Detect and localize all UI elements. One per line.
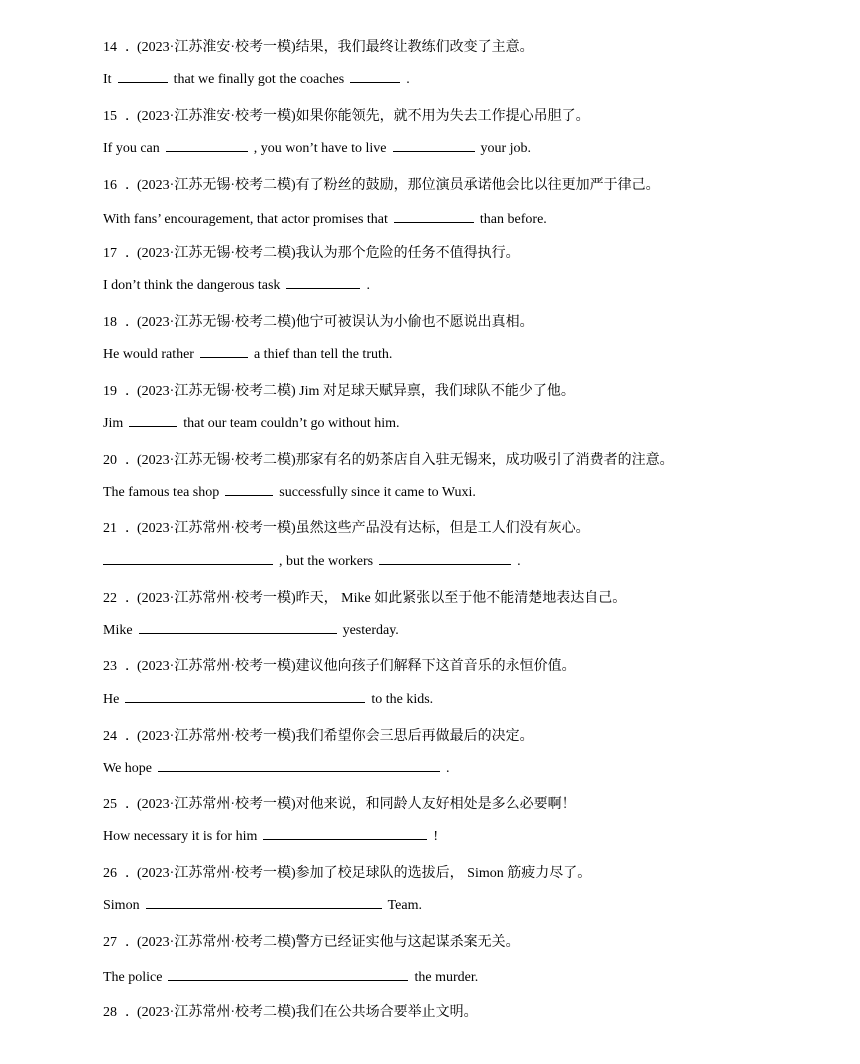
- question-number: 14: [103, 40, 117, 55]
- answer-text: to the kids.: [371, 692, 434, 707]
- question-source: (2023·江苏淮安·校考一模): [137, 109, 296, 124]
- answer-blank[interactable]: [139, 621, 337, 634]
- answer-blank[interactable]: [350, 70, 400, 83]
- question-source: (2023·江苏常州·校考一模): [137, 866, 296, 881]
- question-number: 17: [103, 246, 117, 261]
- answer-text: successfully since it came to Wuxi.: [279, 485, 476, 500]
- question-number: 24: [103, 729, 117, 744]
- answer-blank[interactable]: [168, 968, 408, 981]
- question-number: 20: [103, 453, 117, 468]
- answer-text: Jim: [103, 416, 124, 431]
- answer-text: than before.: [479, 212, 547, 227]
- question-source: (2023·江苏常州·校考二模): [137, 1005, 296, 1020]
- answer-blank[interactable]: [146, 896, 382, 909]
- answer-blank[interactable]: [393, 139, 475, 152]
- question-number: 22: [103, 591, 117, 606]
- answer-text: the murder.: [414, 970, 479, 985]
- answer-line-21: [103, 552, 521, 571]
- question-number: 28: [103, 1005, 117, 1020]
- question-14: [103, 36, 534, 56]
- question-dot: ．: [125, 1005, 139, 1020]
- question-15: [103, 105, 590, 125]
- answer-text: We hope: [103, 761, 153, 776]
- answer-blank[interactable]: [263, 827, 427, 840]
- answer-line-20: [103, 483, 476, 502]
- question-dot: ．: [125, 935, 139, 950]
- answer-text: , you won’t have to live: [253, 141, 387, 156]
- question-dot: ．: [125, 453, 139, 468]
- question-27: [103, 931, 520, 951]
- answer-blank[interactable]: [118, 70, 168, 83]
- answer-line-19: [103, 414, 400, 433]
- question-dot: ．: [125, 521, 139, 536]
- answer-blank[interactable]: [286, 276, 360, 289]
- question-number: 23: [103, 659, 117, 674]
- question-chinese-text: 建议他向孩子们解释下这首音乐的永恒价值。: [295, 659, 576, 674]
- answer-blank[interactable]: [158, 759, 440, 772]
- answer-line-23: [103, 690, 433, 709]
- answer-text: .: [517, 554, 521, 569]
- question-number: 25: [103, 797, 117, 812]
- answer-text: The police: [103, 970, 163, 985]
- question-source: (2023·江苏常州·校考一模): [137, 591, 296, 606]
- answer-blank[interactable]: [125, 690, 365, 703]
- question-dot: ．: [125, 659, 139, 674]
- answer-blank[interactable]: [129, 414, 177, 427]
- question-chinese-text: 有了粉丝的鼓励，那位演员承诺他会比以往更加严于律己。: [295, 178, 660, 193]
- answer-text: !: [433, 829, 439, 844]
- answer-text: , but the workers: [279, 554, 374, 569]
- question-17: [103, 242, 520, 262]
- question-source: (2023·江苏常州·校考一模): [137, 797, 296, 812]
- question-chinese-text: 如果你能领先，就不用为失去工作提心吊胆了。: [295, 109, 590, 124]
- answer-line-27: [103, 968, 478, 987]
- answer-line-24: [103, 759, 450, 778]
- question-source: (2023·江苏无锡·校考二模): [137, 178, 296, 193]
- answer-line-14: [103, 70, 410, 89]
- answer-text: He: [103, 692, 120, 707]
- answer-blank[interactable]: [225, 483, 273, 496]
- question-chinese-text: 他宁可被误认为小偷也不愿说出真相。: [295, 315, 534, 330]
- question-dot: ．: [125, 315, 139, 330]
- question-chinese-text: 我们在公共场合要举止文明。: [295, 1005, 478, 1020]
- question-chinese-text: 对他来说，和同龄人友好相处是多么必要啊！: [295, 797, 576, 812]
- answer-blank[interactable]: [379, 552, 511, 565]
- answer-line-16: [103, 210, 547, 229]
- question-16: [103, 174, 660, 194]
- question-24: [103, 725, 534, 745]
- answer-text: .: [366, 278, 370, 293]
- question-number: 19: [103, 384, 117, 399]
- question-chinese-text: 结果，我们最终让教练们改变了主意。: [295, 40, 534, 55]
- question-source: (2023·江苏常州·校考一模): [137, 659, 296, 674]
- question-20: [103, 449, 674, 469]
- question-source: (2023·江苏常州·校考二模): [137, 935, 296, 950]
- answer-text: Team.: [387, 898, 422, 913]
- answer-text: I don’t think the dangerous task: [103, 278, 281, 293]
- question-chinese-text: 昨天， Mike 如此紧张以至于他不能清楚地表达自己。: [295, 591, 627, 606]
- question-22: [103, 587, 626, 607]
- question-19: [103, 380, 575, 400]
- answer-line-25: [103, 827, 438, 846]
- question-dot: ．: [125, 109, 139, 124]
- question-source: (2023·江苏淮安·校考一模): [137, 40, 296, 55]
- answer-line-18: [103, 345, 392, 364]
- answer-blank[interactable]: [166, 139, 248, 152]
- answer-text: Mike: [103, 623, 133, 638]
- answer-blank[interactable]: [394, 210, 474, 223]
- answer-line-22: [103, 621, 399, 640]
- question-number: 21: [103, 521, 117, 536]
- question-28: [103, 1001, 478, 1021]
- question-chinese-text: Jim 对足球天赋异禀，我们球队不能少了他。: [295, 384, 575, 399]
- question-25: [103, 793, 576, 813]
- question-dot: ．: [125, 591, 139, 606]
- answer-text: that our team couldn’t go without him.: [183, 416, 400, 431]
- question-number: 18: [103, 315, 117, 330]
- answer-text: The famous tea shop: [103, 485, 220, 500]
- answer-text: How necessary it is for him: [103, 829, 258, 844]
- question-21: [103, 517, 590, 537]
- answer-text: It: [103, 72, 112, 87]
- answer-text: a thief than tell the truth.: [253, 347, 393, 362]
- question-source: (2023·江苏常州·校考一模): [137, 729, 296, 744]
- answer-text: yesterday.: [342, 623, 399, 638]
- question-dot: ．: [125, 797, 139, 812]
- question-source: (2023·江苏无锡·校考二模): [137, 384, 296, 399]
- question-chinese-text: 那家有名的奶茶店自入驻无锡来，成功吸引了消费者的注意。: [295, 453, 674, 468]
- answer-blank[interactable]: [103, 552, 273, 565]
- answer-line-26: [103, 896, 422, 915]
- question-number: 16: [103, 178, 117, 193]
- answer-text: If you can: [103, 141, 160, 156]
- question-source: (2023·江苏常州·校考一模): [137, 521, 296, 536]
- question-dot: ．: [125, 384, 139, 399]
- question-dot: ．: [125, 178, 139, 193]
- answer-text: Simon: [103, 898, 140, 913]
- question-number: 15: [103, 109, 117, 124]
- question-number: 27: [103, 935, 117, 950]
- answer-text: .: [446, 761, 450, 776]
- answer-text: that we finally got the coaches: [173, 72, 345, 87]
- question-source: (2023·江苏无锡·校考二模): [137, 453, 296, 468]
- question-number: 26: [103, 866, 117, 881]
- question-26: [103, 862, 591, 882]
- question-chinese-text: 我认为那个危险的任务不值得执行。: [295, 246, 520, 261]
- answer-line-17: [103, 276, 370, 295]
- answer-line-15: [103, 139, 531, 158]
- question-dot: ．: [125, 40, 139, 55]
- question-chinese-text: 警方已经证实他与这起谋杀案无关。: [295, 935, 520, 950]
- question-chinese-text: 虽然这些产品没有达标，但是工人们没有灰心。: [295, 521, 590, 536]
- question-source: (2023·江苏无锡·校考二模): [137, 315, 296, 330]
- question-23: [103, 655, 576, 675]
- question-dot: ．: [125, 866, 139, 881]
- answer-text: He would rather: [103, 347, 194, 362]
- question-chinese-text: 参加了校足球队的选拔后， Simon 筋疲力尽了。: [295, 866, 592, 881]
- question-18: [103, 311, 534, 331]
- answer-text: your job.: [480, 141, 532, 156]
- answer-text: .: [406, 72, 410, 87]
- question-dot: ．: [125, 246, 139, 261]
- question-chinese-text: 我们希望你会三思后再做最后的决定。: [295, 729, 534, 744]
- question-source: (2023·江苏无锡·校考二模): [137, 246, 296, 261]
- answer-text: With fans’ encouragement, that actor promises that: [103, 212, 388, 227]
- question-dot: ．: [125, 729, 139, 744]
- answer-blank[interactable]: [200, 345, 248, 358]
